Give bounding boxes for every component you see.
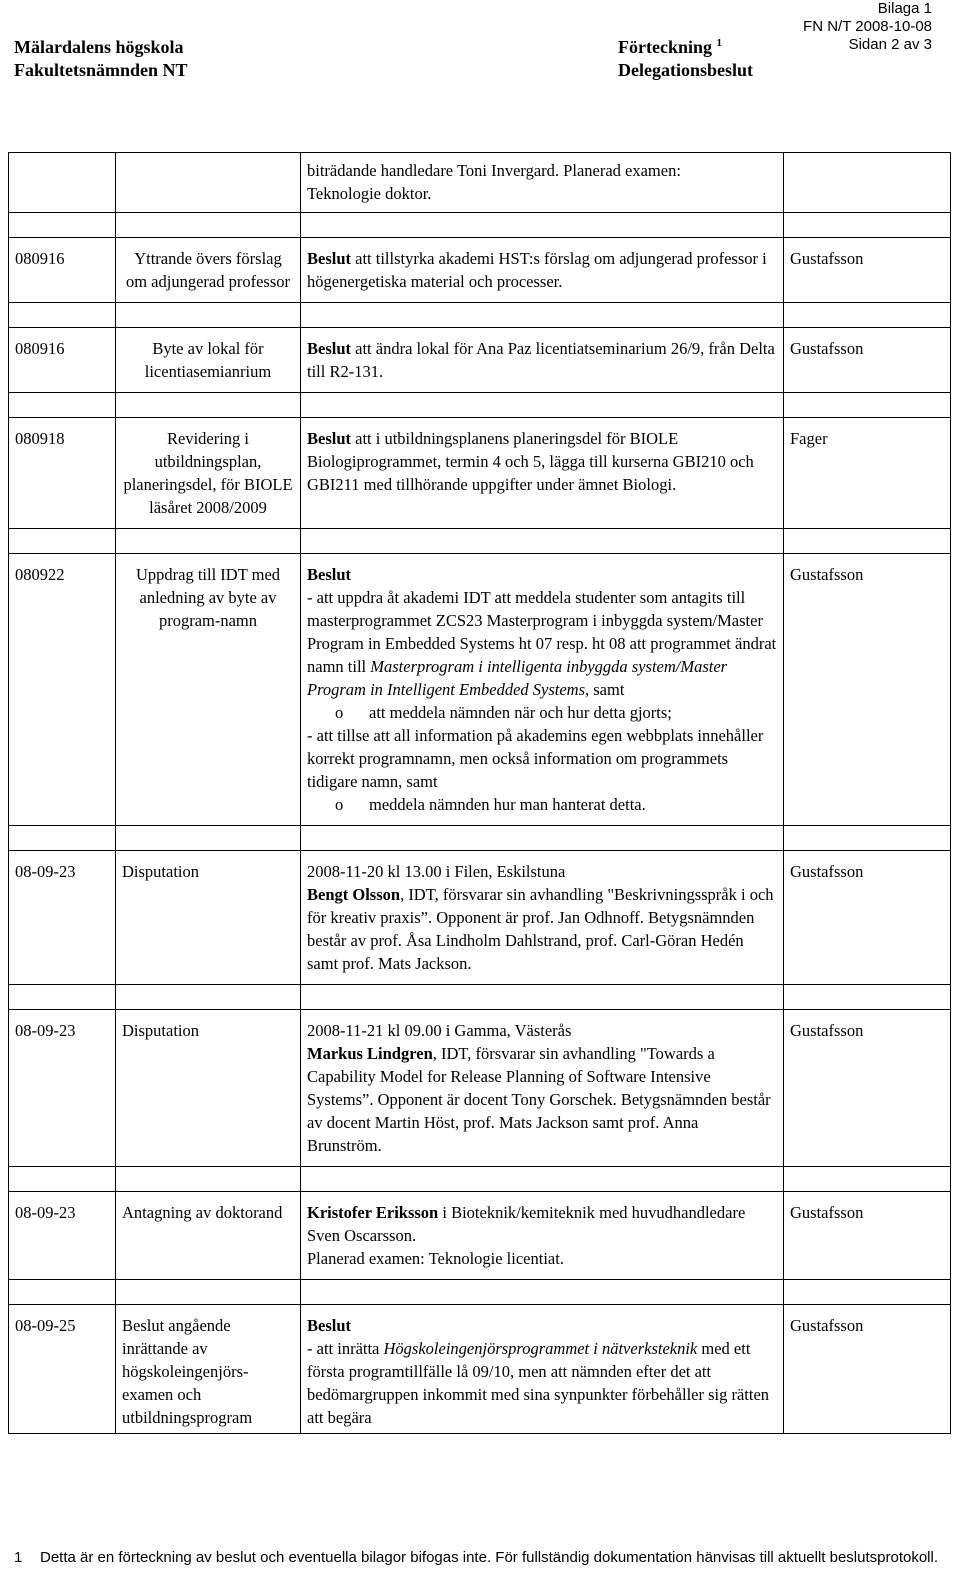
university-name: Mälardalens högskola xyxy=(14,37,184,57)
responsible-cell: Gustafsson xyxy=(784,554,951,826)
table-row xyxy=(9,851,951,985)
document-title xyxy=(618,36,753,82)
decision-cell: Beslut att ändra lokal för Ana Paz licentiatseminarium 26/9, från Delta till R2-131. xyxy=(301,328,784,393)
responsible-cell: Gustafsson xyxy=(784,1192,951,1280)
decision-cell: Kristofer Eriksson i Bioteknik/kemiteknik med huvudhandledare Sven Oscarsson. Planerad examen: Teknologie licentiat. xyxy=(301,1192,784,1280)
date-cell: 080916 xyxy=(9,328,116,393)
person-name: Kristofer Eriksson xyxy=(307,1203,439,1222)
organization-header xyxy=(14,36,188,82)
table-row xyxy=(9,1305,951,1434)
title-line2: Delegationsbeslut xyxy=(618,60,753,80)
subject-cell: Uppdrag till IDT med anledning av byte av program-namn xyxy=(116,554,301,826)
footnote-text: Detta är en förteckning av beslut och eventuella bilagor bifogas inte. För fullständig dokumentation hänvisas till aktuellt beslutsprotokoll. xyxy=(40,1549,939,1566)
table-row xyxy=(9,238,951,303)
responsible-cell: Gustafsson xyxy=(784,328,951,393)
decision-cell: Beslut att i utbildningsplanens planeringsdel för BIOLE Biologiprogrammet, termin 4 och 5, lägga till kurserna GBI210 och GBI211 med tillhörande uppgifter under ämnet Biologi. xyxy=(301,418,784,529)
appendix-label: Bilaga 1 xyxy=(877,0,932,17)
date-cell: 080922 xyxy=(9,554,116,826)
responsible-cell: Gustafsson xyxy=(784,1305,951,1434)
table-row xyxy=(9,328,951,393)
date-cell xyxy=(9,153,116,213)
date-cell: 08-09-23 xyxy=(9,1010,116,1167)
decision-cell: 2008-11-20 kl 13.00 i Filen, Eskilstuna Bengt Olsson, IDT, försvarar sin avhandling "Beskrivningsspråk i och för kreativ praxis”. Opponent är prof. Jan Odhnoff. Betygsnämnden består av prof. Åsa Lindholm Dahlstrand, prof. Carl-Göran Hedén samt prof. Mats Jackson. xyxy=(301,851,784,985)
reference-number: FN N/T 2008-10-08 xyxy=(803,18,932,35)
title-line1: Förteckning xyxy=(618,37,712,57)
row-spacer xyxy=(9,826,951,851)
subject-cell: Disputation xyxy=(116,851,301,985)
faculty-name: Fakultetsnämnden NT xyxy=(14,60,188,80)
row-spacer xyxy=(9,529,951,554)
person-name: Markus Lindgren xyxy=(307,1044,433,1063)
list-item: o meddela nämnden hur man hanterat detta. xyxy=(335,795,646,814)
decision-lead: Beslut xyxy=(307,339,352,358)
decision-lead: Beslut xyxy=(307,429,352,448)
decision-lead: Beslut xyxy=(307,249,352,268)
decision-lead: Beslut xyxy=(307,1316,352,1335)
subject-cell: Yttrande övers förslag om adjungerad professor xyxy=(116,238,301,303)
decisions-table xyxy=(8,152,951,1434)
decision-cell: Beslut - att inrätta Högskoleingenjörsprogrammet i nätverksteknik med ett första programtillfälle lå 09/10, men att nämnden efter det att bedömargruppen inkommit med sina synpunkter förbehåller sig rätten att begära xyxy=(301,1305,784,1434)
footnote xyxy=(14,1546,939,1569)
table-row xyxy=(9,554,951,826)
decision-cell: biträdande handledare Toni Invergard. Planerad examen: Teknologie doktor. xyxy=(301,153,784,213)
row-spacer xyxy=(9,1167,951,1192)
table-row xyxy=(9,153,951,213)
footnote-marker: 1 xyxy=(716,37,722,49)
responsible-cell: Gustafsson xyxy=(784,1010,951,1167)
responsible-cell xyxy=(784,153,951,213)
table-row xyxy=(9,418,951,529)
responsible-cell: Gustafsson xyxy=(784,851,951,985)
row-spacer xyxy=(9,303,951,328)
table-row xyxy=(9,1192,951,1280)
decision-lead: Beslut xyxy=(307,565,352,584)
list-item: o att meddela nämnden när och hur detta gjorts; xyxy=(335,703,672,722)
bullet-marker: o xyxy=(335,795,344,814)
date-cell: 080918 xyxy=(9,418,116,529)
subject-cell: Antagning av doktorand xyxy=(116,1192,301,1280)
subject-cell: Byte av lokal för licentiasemianrium xyxy=(116,328,301,393)
person-name: Bengt Olsson xyxy=(307,885,401,904)
footnote-number: 1 xyxy=(14,1549,23,1566)
subject-cell: Disputation xyxy=(116,1010,301,1167)
subject-cell xyxy=(116,153,301,213)
row-spacer xyxy=(9,1280,951,1305)
table-row xyxy=(9,1010,951,1167)
row-spacer xyxy=(9,985,951,1010)
bullet-marker: o xyxy=(335,703,344,722)
responsible-cell: Gustafsson xyxy=(784,238,951,303)
date-cell: 08-09-23 xyxy=(9,851,116,985)
document-reference xyxy=(803,0,932,54)
date-cell: 080916 xyxy=(9,238,116,303)
date-cell: 08-09-25 xyxy=(9,1305,116,1434)
decision-cell: Beslut - att uppdra åt akademi IDT att meddela studenter som antagits till masterprogrammet ZCS23 Masterprogram i inbyggda system/Master Program in Embedded Systems ht 07 resp. ht 08 att programmet ändrat namn till Masterprogram i intelligenta inbyggda system/Master Program in Intelligent Embedded Systems, samt o att meddela nämnden när och hur detta gjorts; - att tillse att all information på akademins egen webbplats innehåller korrekt programnamn, men också information om programmets tidigare namn, samt o meddela nämnden hur man hanterat detta. xyxy=(301,554,784,826)
subject-cell: Beslut angående inrättande av högskoleingenjörs-examen och utbildningsprogram xyxy=(116,1305,301,1434)
decision-cell: 2008-11-21 kl 09.00 i Gamma, Västerås Markus Lindgren, IDT, försvarar sin avhandling "Towards a Capability Model for Release Planning of Software Intensive Systems”. Opponent är docent Tony Gorschek. Betygsnämnden består av docent Martin Höst, prof. Mats Jackson samt prof. Anna Brunström. xyxy=(301,1010,784,1167)
date-cell: 08-09-23 xyxy=(9,1192,116,1280)
decision-cell: Beslut att tillstyrka akademi HST:s förslag om adjungerad professor i högenergetiska material och processer. xyxy=(301,238,784,303)
row-spacer xyxy=(9,393,951,418)
subject-cell: Revidering i utbildningsplan, planeringsdel, för BIOLE läsåret 2008/2009 xyxy=(116,418,301,529)
row-spacer xyxy=(9,213,951,238)
responsible-cell: Fager xyxy=(784,418,951,529)
page-number: Sidan 2 av 3 xyxy=(848,36,932,53)
